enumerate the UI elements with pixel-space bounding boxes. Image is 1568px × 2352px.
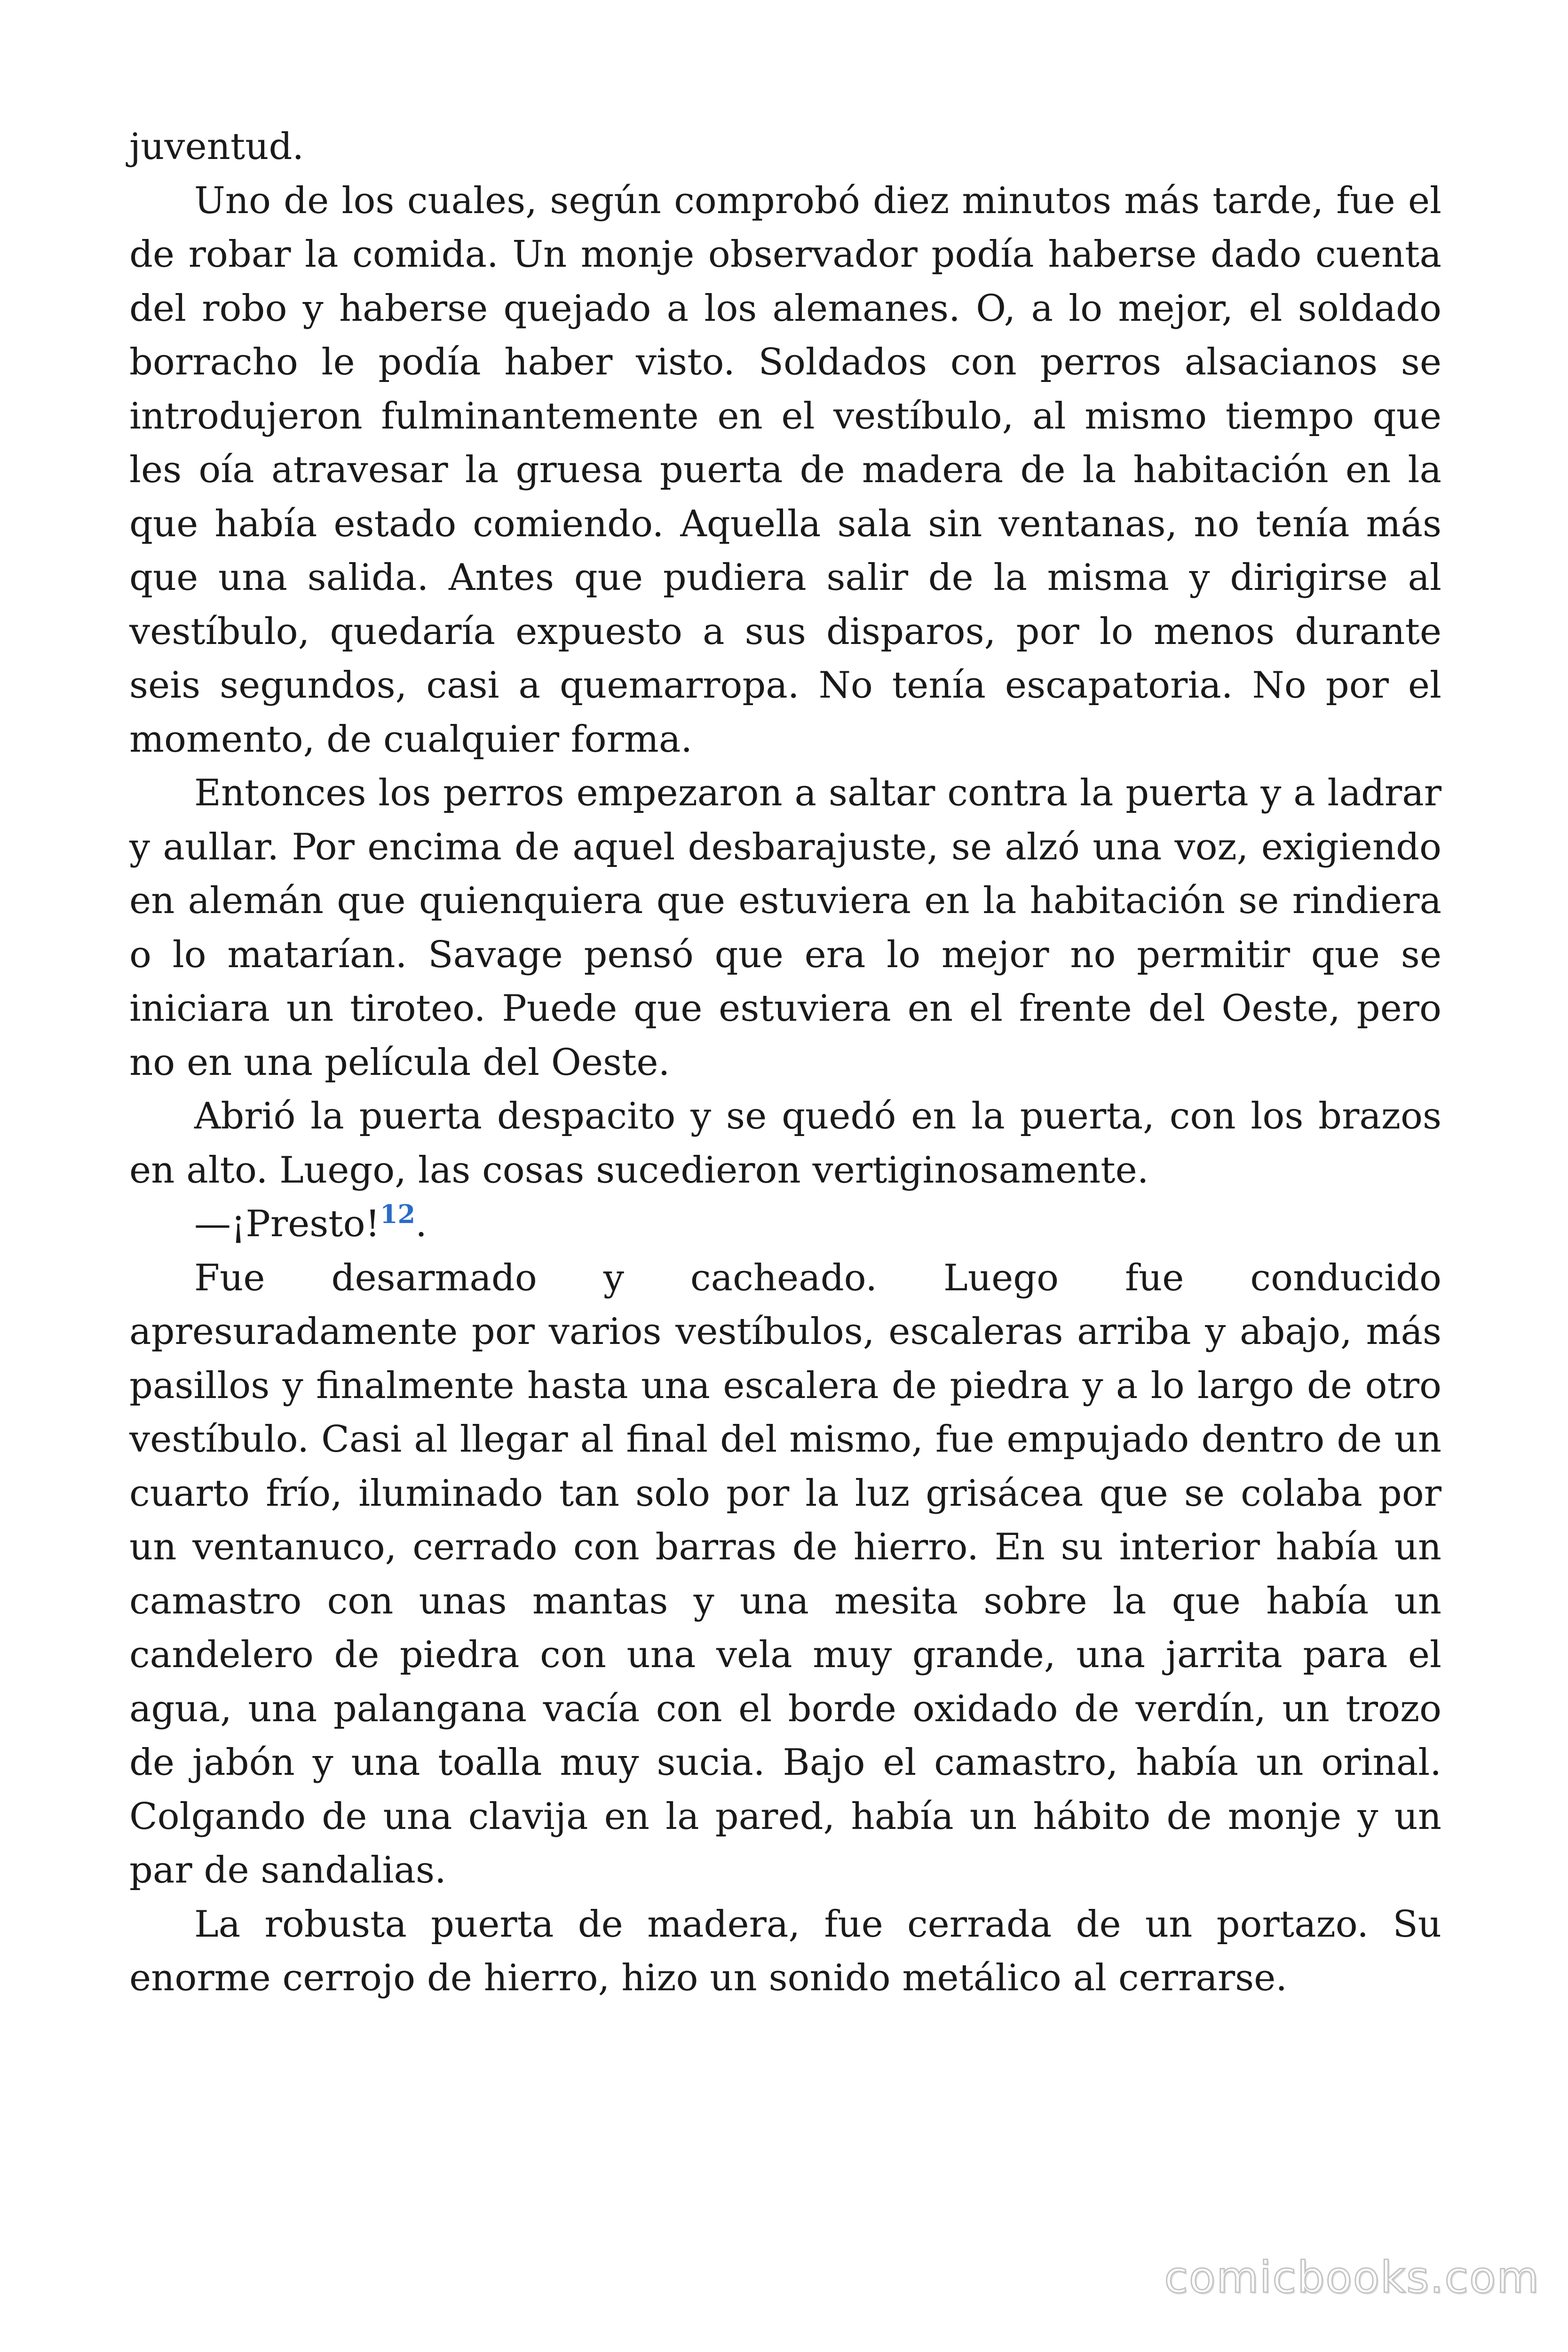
watermark-logo: comicbooks.com xyxy=(1164,2252,1540,2303)
paragraph: Fue desarmado y cacheado. Luego fue conducido apresuradamente por varios vestíbulos, escaleras arriba y abajo, más pasillos y finalmente hasta una escalera de piedra y a lo largo de otro vestíbulo. Casi al llegar al final del mismo, fue empujado dentro de un cuarto frío, iluminado tan solo por la luz grisácea que se colaba por un ventanuco, cerrado con barras de hierro. En su interior había un camastro con unas mantas y una mesita sobre la que había un candelero de piedra con una vela muy grande, una jarrita para el agua, una palangana vacía con el borde oxidado de verdín, un trozo de jabón y una toalla muy sucia. Bajo el camastro, había un orinal. Colgando de una clavija en la pared, había un hábito de monje y un par de sandalias. xyxy=(129,1256,1441,1891)
page-body-text xyxy=(129,120,1441,2005)
footnote-link[interactable]: 12 xyxy=(380,1199,416,1229)
paragraph: Uno de los cuales, según comprobó diez minutos más tarde, fue el de robar la comida. Un monje observador podía haberse dado cuenta del robo y haberse quejado a los alemanes. O, a lo mejor, el soldado borracho le podía haber visto. Soldados con perros alsacianos se introdujeron fulminantemente en el vestíbulo, al mismo tiempo que les oía atravesar la gruesa puerta de madera de la habitación en la que había estado comiendo. Aquella sala sin ventanas, no tenía más que una salida. Antes que pudiera salir de la misma y dirigirse al vestíbulo, quedaría expuesto a sus disparos, por lo menos durante seis segundos, casi a quemarropa. No tenía escapatoria. No por el momento, de cualquier forma. xyxy=(129,179,1441,761)
paragraph-continuation: juventud. xyxy=(129,126,304,168)
paragraph: Abrió la puerta despacito y se quedó en la puerta, con los brazos en alto. Luego, las cosas sucedieron vertiginosamente. xyxy=(129,1095,1441,1192)
paragraph: Entonces los perros empezaron a saltar contra la puerta y a ladrar y aullar. Por encima de aquel desbarajuste, se alzó una voz, exigiendo en alemán que quienquiera que estuviera en la habitación se rindiera o lo matarían. Savage pensó que era lo mejor no permitir que se iniciara un tiroteo. Puede que estuviera en el frente del Oeste, pero no en una película del Oeste. xyxy=(129,772,1441,1084)
dialogue-paragraph xyxy=(129,1197,1441,1251)
dialogue-text: —¡Presto! xyxy=(194,1203,380,1245)
dialogue-trailing-punctuation: . xyxy=(415,1203,427,1245)
paragraph: La robusta puerta de madera, fue cerrada de un portazo. Su enorme cerrojo de hierro, hizo un sonido metálico al cerrarse. xyxy=(129,1903,1441,1999)
